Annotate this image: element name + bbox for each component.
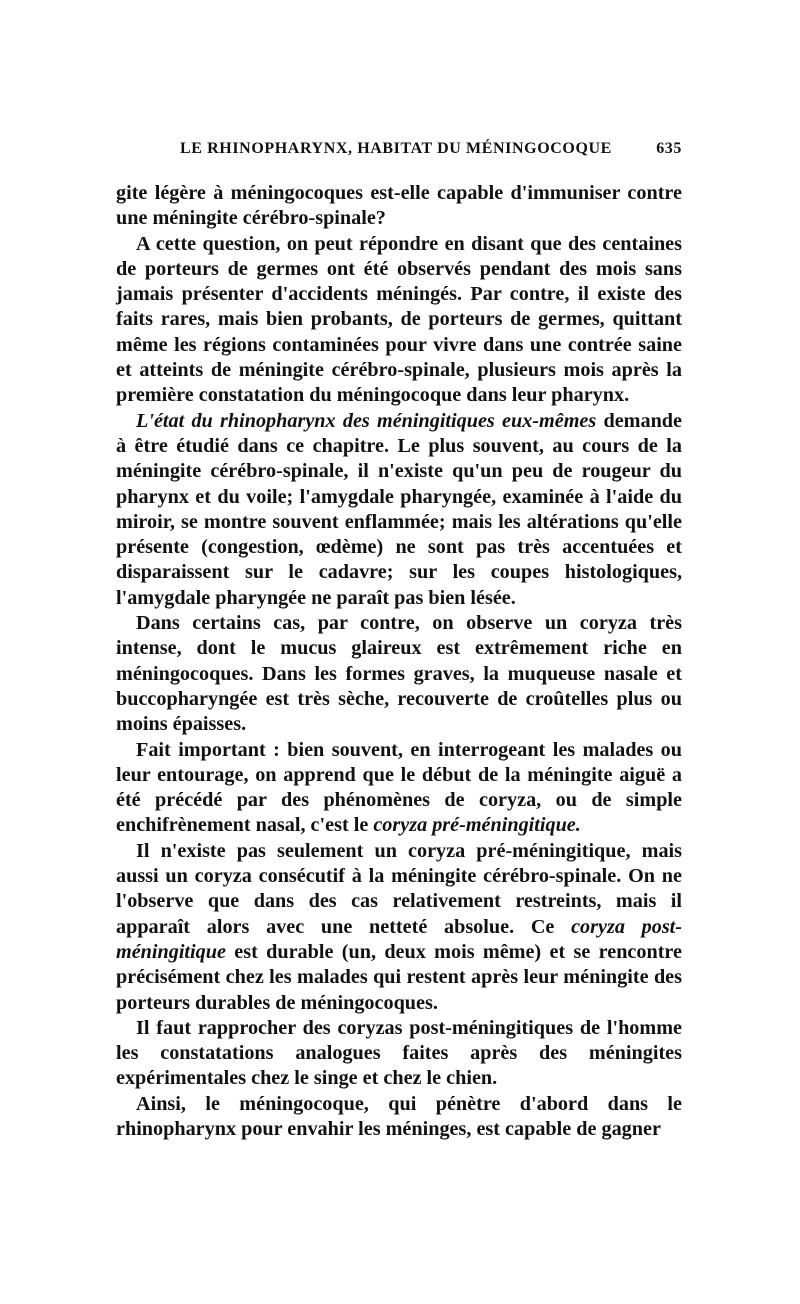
text-segment: est durable (un, deux mois même) et se rencontre précisément chez les malades qui restent après leur méningite des porteurs durables de méningocoques. [116, 940, 682, 1014]
running-head [180, 140, 682, 176]
paragraph [116, 738, 682, 839]
text-segment: Fait important : bien souvent, en interrogeant les malades ou leur entourage, on apprend que le début de la méningite aiguë a été précédé par des phénomènes de coryza, ou de simple enchifrènement nasal, c'est le [116, 738, 682, 837]
text-segment: demande à être étudié dans ce chapitre. Le plus souvent, au cours de la méningite cérébro-spinale, il n'existe qu'un peu de rougeur du pharynx et du voile; l'amygdale pharyngée, examinée à l'aide du miroir, se montre souvent enflammée; mais les altérations qu'elle présente (congestion, œdème) ne sont pas très accentuées et disparaissent sur le cadavre; sur les coupes histologiques, l'amygdale pharyngée ne paraît pas bien lésée. [116, 409, 682, 609]
page-number: 635 [656, 140, 682, 157]
text-segment: A cette question, on peut répondre en disant que des centaines de porteurs de germes ont été observés pendant des mois sans jamais présenter d'accidents méningés. Par contre, il existe des faits rares, mais bien probants, de porteurs de germes, quittant même les régions contaminées pour vivre dans une contrée saine et atteints de méningite cérébro-spinale, plusieurs mois après la première constatation du méningocoque dans leur pharynx. [116, 232, 682, 407]
book-page [116, 140, 682, 1142]
text-segment: Il n'existe pas seulement un coryza pré-méningitique, mais aussi un coryza consécutif à la méningite cérébro-spinale. On ne l'observe que dans des cas relativement restreints, mais il apparaît alors avec une netteté absolue. Ce [116, 839, 682, 938]
text-segment: gite légère à méningocoques est-elle capable d'immuniser contre une méningite cérébro-spinale? [116, 182, 682, 230]
italic-text-segment: L'état du rhinopharynx des méningitiques eux-mêmes [136, 409, 597, 432]
paragraph [116, 409, 682, 611]
paragraph [116, 1016, 682, 1092]
italic-text-segment: coryza post-méningitique [116, 915, 683, 963]
paragraph [116, 839, 682, 1016]
body-text [116, 181, 682, 1142]
paragraph [116, 1092, 682, 1143]
text-segment: Ainsi, le méningocoque, qui pénètre d'abord dans le rhinopharynx pour envahir les méninges, est capable de gagner [116, 1092, 682, 1140]
text-segment: Il faut rapprocher des coryzas post-méningitiques de l'homme les constatations analogues faites après des méningites expérimentales chez le singe et chez le chien. [116, 1016, 682, 1090]
text-segment: Dans certains cas, par contre, on observe un coryza très intense, dont le mucus glaireux est extrêmement riche en méningocoques. Dans les formes graves, la muqueuse nasale et buccopharyngée est très sèche, recouverte de croûtelles plus ou moins épaisses. [116, 612, 682, 736]
running-head-title: LE RHINOPHARYNX, HABITAT DU MÉNINGOCOQUE [180, 140, 612, 157]
paragraph [116, 232, 682, 409]
paragraph [116, 181, 682, 232]
paragraph [116, 611, 682, 737]
italic-text-segment: coryza pré-méningitique. [373, 814, 581, 837]
